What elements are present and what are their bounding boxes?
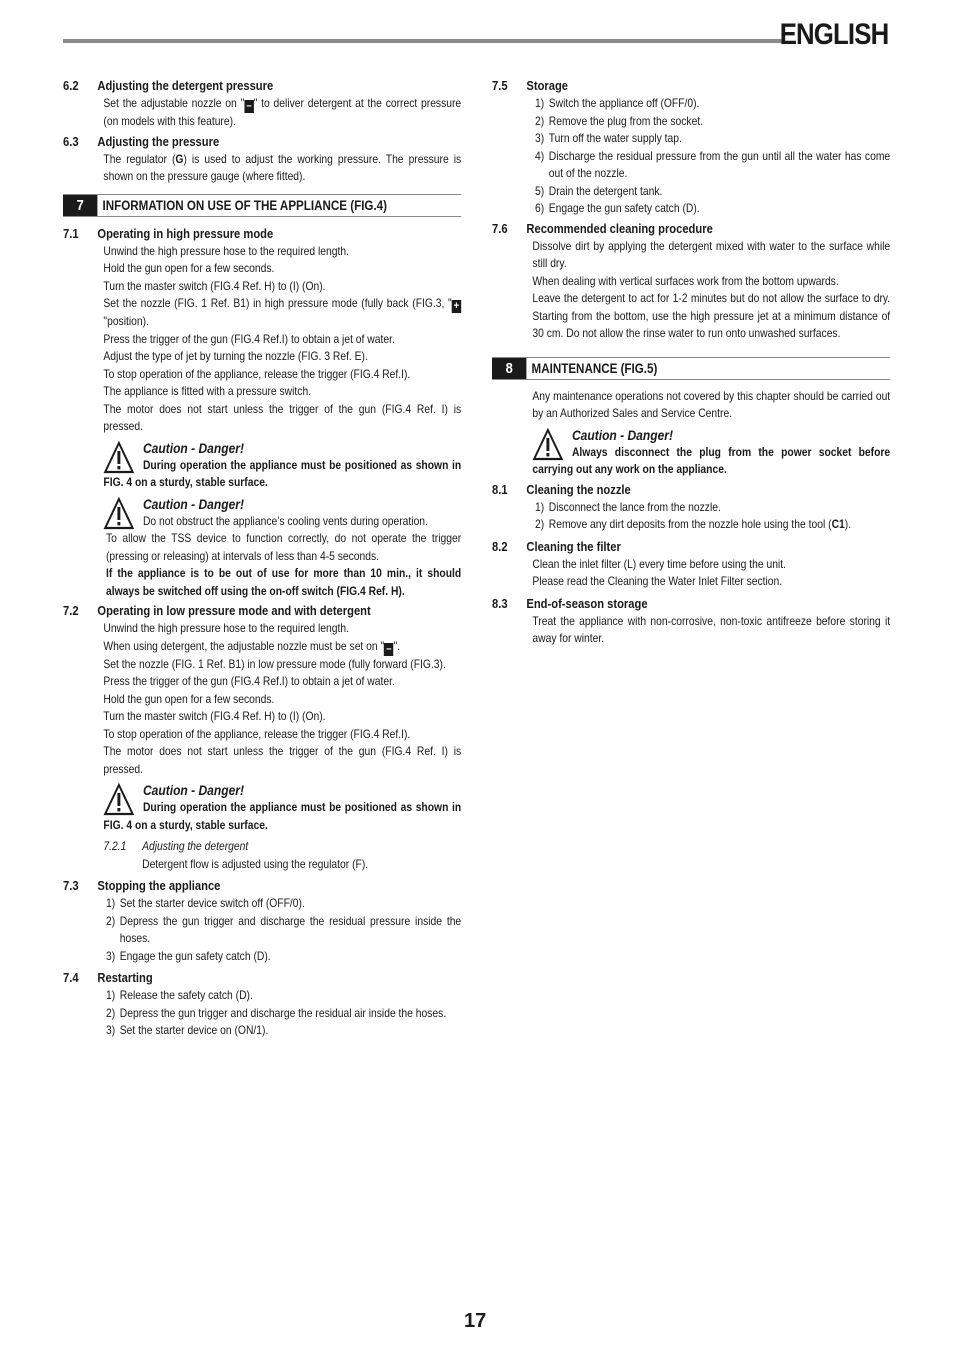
list-item: 1) Disconnect the lance from the nozzle.: [535, 499, 721, 514]
section-heading: 7.3 Stopping the appliance: [63, 878, 221, 893]
paragraph: Unwind the high pressure hose to the required length.: [103, 243, 349, 258]
section-heading: 6.3 Adjusting the pressure: [63, 133, 220, 149]
paragraph: Adjust the type of jet by turning the nozzle (FIG. 3 Ref. E).: [103, 349, 368, 363]
paragraph: Detergent flow is adjusted using the regulator (F).: [142, 856, 369, 871]
list-item: 3) Engage the gun safety catch (D).: [106, 948, 271, 963]
page-number: 17: [464, 1310, 487, 1332]
section-heading: 8.3 End-of-season storage: [492, 595, 648, 611]
paragraph: Turn the master switch (FIG.4 Ref. H) to (I) (On).: [103, 278, 326, 293]
chapter-number: 7: [63, 195, 97, 216]
list-item: 2) Remove the plug from the socket.: [535, 113, 704, 128]
chapter-bar: [63, 194, 461, 217]
left-column: [63, 75, 461, 1040]
paragraph: Unwind the high pressure hose to the required length.: [103, 621, 349, 635]
section-heading: 7.1 Operating in high pressure mode: [63, 225, 274, 241]
paragraph: Please read the Cleaning the Water Inlet Filter section.: [532, 574, 783, 588]
section-heading: 8.2 Cleaning the filter: [492, 538, 621, 554]
warning-block: Caution - Danger! Do not obstruct the appliance’s cooling vents during operation. To allow the TSS device to function correctly, do not operate the trigger (pressing or releasing) at intervals of less than 4-5 seconds. If the appliance is to be out of use for more than 10 min., it should always be switched off using the on-off switch (FIG.4 Ref. H).: [63, 495, 461, 601]
paragraph: Hold the gun open for a few seconds.: [103, 261, 275, 275]
chapter-title: MAINTENANCE (FIG.5): [531, 360, 658, 376]
section-heading: 8.1 Cleaning the nozzle: [492, 481, 631, 497]
warning-triangle-icon: [103, 497, 134, 531]
paragraph: Set the nozzle (FIG. 1 Ref. B1) in low pressure mode (fully forward (FIG.3).: [103, 656, 446, 671]
plus-symbol-icon: +: [453, 300, 460, 312]
warning-block: Caution - Danger! During operation the appliance must be positioned as shown in FIG. 4 on a sturdy, stable surface.: [103, 782, 462, 832]
subsection-heading: 7.2.1 Adjusting the detergent: [103, 839, 249, 853]
list-item: 2) Depress the gun trigger and discharge the residual air inside the hoses.: [106, 1005, 447, 1020]
paragraph: To stop operation of the appliance, release the trigger (FIG.4 Ref.I).: [103, 366, 411, 381]
paragraph: The appliance is fitted with a pressure switch.: [103, 384, 312, 398]
list-item: 5) Drain the detergent tank.: [535, 183, 663, 198]
paragraph: Hold the gun open for a few seconds.: [103, 691, 275, 706]
paragraph: Press the trigger of the gun (FIG.4 Ref.I) to obtain a jet of water.: [103, 331, 395, 346]
list-item: 1) Set the starter device switch off (OFF/0).: [106, 896, 305, 910]
chapter-number: 8: [492, 358, 526, 379]
list-item: 4) Discharge the residual pressure from the gun until all the water has come out of the nozzle.: [535, 148, 891, 180]
paragraph: Treat the appliance with non-corrosive, non-toxic antifreeze before storing it away for winter.: [532, 613, 891, 645]
paragraph: Press the trigger of the gun (FIG.4 Ref.I) to obtain a jet of water.: [103, 674, 395, 688]
minus-symbol-icon: –: [244, 100, 253, 113]
list-item: 1) Release the safety catch (D).: [106, 988, 253, 1002]
warning-block: Caution - Danger! Always disconnect the plug from the power socket before carrying out any work on the appliance.: [532, 426, 891, 476]
chapter-bar: [492, 357, 890, 380]
paragraph: The regulator (G) is used to adjust the working pressure. The pressure is shown on the pressure gauge (where fitted).: [103, 151, 462, 183]
warning-triangle-icon: [103, 783, 134, 817]
paragraph: Any maintenance operations not covered by this chapter should be carried out by an Authorized Sales and Service Centre.: [532, 388, 891, 420]
paragraph: Dissolve dirt by applying the detergent mixed with water to the surface while still dry.: [532, 238, 891, 270]
paragraph: Turn the master switch (FIG.4 Ref. H) to (I) (On).: [103, 709, 326, 723]
section-heading: 7.4 Restarting: [63, 970, 153, 985]
list-item: 3) Turn off the water supply tap.: [535, 131, 682, 145]
minus-symbol-icon: –: [384, 643, 393, 656]
list-item: 1) Switch the appliance off (OFF/0).: [535, 96, 700, 110]
paragraph: When using detergent, the adjustable nozzle must be set on " – ".: [103, 638, 401, 655]
section-heading: 7.2 Operating in low pressure mode and with detergent: [63, 603, 371, 618]
list-item: 2) Depress the gun trigger and discharge the residual pressure inside the hoses.: [106, 913, 462, 945]
chapter-title: INFORMATION ON USE OF THE APPLIANCE (FIG.4): [102, 197, 388, 213]
right-column: [492, 75, 890, 648]
paragraph: The motor does not start unless the trigger of the gun (FIG.4 Ref. I) is pressed.: [103, 401, 462, 433]
paragraph: Clean the inlet filter (L) every time before using the unit.: [532, 556, 786, 571]
section-heading: 7.5 Storage: [492, 78, 569, 93]
warning-block: Caution - Danger! During operation the appliance must be positioned as shown in FIG. 4 on a sturdy, stable surface.: [103, 439, 462, 489]
paragraph: When dealing with vertical surfaces work from the bottom upwards.: [532, 273, 839, 288]
section-heading: 6.2 Adjusting the detergent pressure: [63, 78, 274, 93]
paragraph: The motor does not start unless the trigger of the gun (FIG.4 Ref. I) is pressed.: [103, 744, 462, 776]
warning-triangle-icon: [532, 428, 563, 462]
list-item: 3) Set the starter device on (ON/1).: [106, 1023, 269, 1037]
list-item: 2) Remove any dirt deposits from the nozzle hole using the tool (C1).: [535, 517, 852, 531]
page-language-title: ENGLISH: [779, 18, 888, 51]
paragraph: Set the adjustable nozzle on " – " to deliver detergent at the correct pressure (on models with this feature).: [103, 96, 462, 128]
warning-triangle-icon: [103, 441, 134, 475]
list-item: 6) Engage the gun safety catch (D).: [535, 201, 700, 215]
section-heading: 7.6 Recommended cleaning procedure: [492, 220, 713, 236]
paragraph: To stop operation of the appliance, release the trigger (FIG.4 Ref.I).: [103, 726, 411, 741]
paragraph: Set the nozzle (FIG. 1 Ref. B1) in high pressure mode (fully back (FIG.3, " +"position).: [103, 296, 460, 328]
header-rule: [63, 39, 785, 43]
paragraph: Leave the detergent to act for 1-2 minutes but do not allow the surface to dry. Starting from the bottom, use the high pressure jet at a minimum distance of 30 cm. Do not allow the rinse water to run onto unwashed surfaces.: [532, 291, 891, 340]
